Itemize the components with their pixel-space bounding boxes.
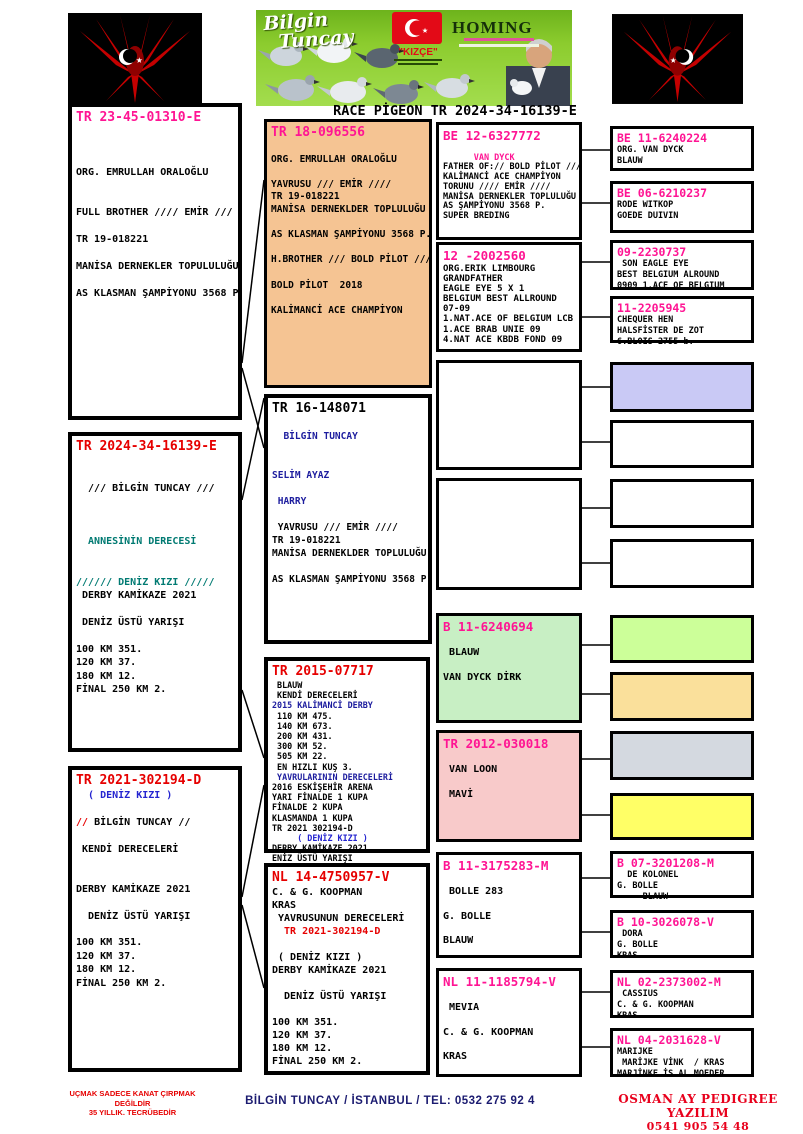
pedigree-text-line: YARI FİNALDE 1 KUPA xyxy=(272,792,368,803)
pedigree-text-line: KRAS xyxy=(617,1011,638,1021)
ring-number: TR 2012-030018 xyxy=(443,736,549,751)
pedigree-text-line xyxy=(443,659,575,671)
pedigree-text-line xyxy=(443,1014,575,1026)
pedigree-text-line: GRANDFATHER xyxy=(443,274,503,285)
ring-number: B 10-3026078-V xyxy=(617,915,714,929)
pedigree-text-line: KENDİ DERECELERİ xyxy=(76,843,179,855)
pedigree-box-empty-5 xyxy=(610,539,754,588)
ring-number: NL 11-1185794-V xyxy=(443,974,556,989)
pedigree-text-line: TR 2021-302194-D xyxy=(272,926,381,937)
pedigree-box-12-2002560 xyxy=(436,242,582,352)
pedigree-text-line xyxy=(272,1003,422,1016)
pedigree-text-line: CASSIUS xyxy=(617,989,658,999)
pedigree-text-line: YAVRUSU /// EMİR //// xyxy=(272,522,398,533)
pedigree-text-line xyxy=(443,923,575,935)
pedigree-text-line xyxy=(443,898,575,910)
pedigree-text-segment: BİLGİN TUNCAY // xyxy=(94,816,191,828)
pedigree-text-line xyxy=(271,292,425,305)
pedigree-text-line: FİNAL 250 KM 2. xyxy=(272,1056,363,1067)
pedigree-text-line: 6.BLOIS 2755 b. xyxy=(617,337,694,347)
pedigree-notes xyxy=(443,264,575,345)
pedigree-box-empty-2 xyxy=(436,478,582,590)
pedigree-text-line: 180 KM 12. xyxy=(76,670,137,682)
pedigree-text-line xyxy=(271,166,425,179)
svg-text:★: ★ xyxy=(670,52,677,66)
loft-name xyxy=(263,9,354,53)
pedigree-text-line: DE KOLONEL xyxy=(617,870,679,880)
pedigree-text-line: EAGLE EYE 5 X 1 xyxy=(443,284,525,295)
pedigree-text-line: BLAUW xyxy=(272,680,303,690)
pedigree-text-line: TORUNU //// EMİR //// xyxy=(443,181,551,192)
pedigree-notes xyxy=(272,886,422,1068)
pedigree-text-line: BLAUW xyxy=(443,647,480,659)
pedigree-text-line: AS KLASMAN ŞAMPİYONU 3568 P. xyxy=(272,574,433,585)
pedigree-text-line: ENİZ ÜSTÜ YARIŞI xyxy=(272,853,353,864)
pedigree-text-line xyxy=(76,802,234,815)
pedigree-text-line: YAVRUSUNUN DERECELERİ xyxy=(272,913,405,924)
pedigree-box-nl-11-1185794-v xyxy=(436,968,582,1077)
page-title: RACE PİGEON TR 2024-34-16139-E xyxy=(333,103,577,119)
pedigree-notes xyxy=(617,315,747,348)
pedigree-text-line: BOLD PİLOT 2018 xyxy=(271,279,363,291)
pedigree-text-line: DERBY KAMİKAZE 2021 xyxy=(76,590,197,602)
pedigree-notes xyxy=(617,870,747,903)
pedigree-text-line: 140 KM 673. xyxy=(272,720,333,731)
pedigree-text-line: 120 KM 37. xyxy=(272,1030,333,1041)
pedigree-box-tr-16-148071 xyxy=(264,394,432,644)
pedigree-notes xyxy=(443,635,575,684)
pedigree-text-line xyxy=(443,874,575,886)
pedigree-box-tr-23-45-01310-e xyxy=(68,103,242,420)
pedigree-text-line: BLAUW xyxy=(617,156,643,166)
pedigree-text-line: BEST BELGIUM ALROUND xyxy=(617,270,720,280)
pedigree-text-line: VAN DYCK xyxy=(443,152,515,163)
pedigree-text-line: VAN LOON xyxy=(443,764,498,776)
pedigree-text-line: ( DENİZ KIZI ) xyxy=(76,790,173,801)
pedigree-text-line: G. BOLLE xyxy=(617,940,658,950)
pedigree-text-line: KENDİ DERECELERİ xyxy=(272,690,358,701)
pedigree-notes xyxy=(443,752,575,801)
pedigree-text-line: ORG. VAN DYCK xyxy=(617,145,684,155)
pedigree-text-line: BİLGİN TUNCAY xyxy=(272,431,358,442)
pedigree-text-line: DENİZ ÜSTÜ YARIŞI xyxy=(76,910,191,922)
pedigree-text-line: TR 19-018221 xyxy=(272,535,341,546)
brand-name: OSMAN AY PEDIGREE YAZILIM xyxy=(618,1092,778,1120)
pedigree-text-line: GOEDE DUIVIN xyxy=(617,211,679,221)
pedigree-text-line: AS ŞAMPİYONU 3568 P. xyxy=(443,201,546,212)
pedigree-text-line xyxy=(272,443,424,456)
pedigree-text-line xyxy=(76,153,234,166)
pedigree-box-b-11-3175283-m xyxy=(436,852,582,958)
ring-number: NL 04-2031628-V xyxy=(617,1033,721,1047)
ring-number: TR 18-096556 xyxy=(271,125,365,140)
pedigree-text-line: BLAUW xyxy=(617,892,669,902)
pedigree-text-line: KALİMANCİ ACE CHAMPİYON xyxy=(271,304,403,316)
pedigree-text-line xyxy=(76,273,234,286)
pedigree-text-line: MANİSA DERNEKLDER TOPLULUĞU xyxy=(272,548,427,559)
pedigree-text-line xyxy=(271,141,425,154)
pedigree-text-line: TR 19-018221 xyxy=(76,234,149,246)
pedigree-text-line xyxy=(272,977,422,990)
pedigree-text-line: 1.ACE BRAB UNIE 09 xyxy=(443,324,541,335)
homing-smallprint-1 xyxy=(464,38,534,41)
pedigree-text-line: MAVİ xyxy=(443,788,474,800)
ring-number: TR 16-148071 xyxy=(272,401,366,416)
pedigree-box-empty-yellow xyxy=(610,793,754,840)
pedigree-text-line: MANİSA DERNEKLER TOPLULUĞU xyxy=(443,191,577,202)
pedigree-text-line xyxy=(272,417,424,430)
header-photo-banner xyxy=(256,10,572,106)
pedigree-text-line: DERBY KAMİKAZE 2021 xyxy=(76,883,191,895)
pedigree-text-line: 2015 KALİMANCİ DERBY xyxy=(272,700,373,711)
pedigree-text-line: SELİM AYAZ xyxy=(272,470,330,481)
pedigree-box-empty-lightgreen xyxy=(610,615,754,663)
pedigree-text-line: 300 KM 52. xyxy=(272,741,328,752)
pedigree-box-tr-2024-34-16139-e xyxy=(68,432,242,752)
pedigree-notes xyxy=(443,144,582,222)
pedigree-text-line xyxy=(76,495,234,508)
ring-number: B 11-3175283-M xyxy=(443,858,549,873)
pedigree-text-line xyxy=(76,180,234,193)
pedigree-text-line xyxy=(76,247,234,260)
pedigree-text-line xyxy=(443,1039,575,1051)
pedigree-text-line: 505 KM 22. xyxy=(272,751,328,762)
pedigree-text-line: 07-09 xyxy=(443,304,471,315)
pedigree-text-line xyxy=(76,562,234,575)
pedigree-text-line: 100 KM 351. xyxy=(272,1017,339,1028)
footer-software-brand xyxy=(598,1092,798,1134)
pedigree-text-line xyxy=(76,869,234,882)
pedigree-text-line: 120 KM 37. xyxy=(76,657,137,669)
pedigree-text-line: MEVIA xyxy=(443,1002,480,1014)
ring-number: 11-2205945 xyxy=(617,301,687,315)
breeder-portrait xyxy=(506,39,570,106)
pedigree-text-line: 100 KM 351. xyxy=(76,937,143,949)
motto-line: 35 YILLIK. TECRÜBEDİR xyxy=(88,1108,177,1117)
pedigree-text-line: CHEQUER HEN xyxy=(617,315,674,325)
pedigree-text-line: SON EAGLE EYE xyxy=(617,259,689,269)
pedigree-notes xyxy=(272,417,433,586)
pedigree-text-line: 4.NAT ACE KBDB FOND 09 xyxy=(443,334,563,345)
pedigree-text-line xyxy=(76,549,234,562)
turkish-flag xyxy=(392,12,442,44)
pedigree-text-line: VAN DYCK DİRK xyxy=(443,671,522,683)
pedigree-box-empty-3 xyxy=(610,420,754,468)
pedigree-text-line: DORA xyxy=(617,929,643,939)
pedigree-text-line: KLASMANDA 1 KUPA xyxy=(272,812,353,823)
pedigree-text-line xyxy=(76,629,234,642)
pedigree-notes xyxy=(443,990,575,1063)
pedigree-box-empty-1 xyxy=(436,360,582,470)
pedigree-text-line: ////// DENİZ KIZI ///// xyxy=(76,576,215,588)
pedigree-text-line xyxy=(76,856,234,869)
pedigree-box-nl-14-4750957-v xyxy=(264,863,430,1075)
turkish-eagle-emblem-right xyxy=(612,13,743,105)
pedigree-text-line xyxy=(76,896,234,909)
pedigree-text-line: 180 KM 12. xyxy=(76,964,137,976)
pedigree-notes xyxy=(617,1047,747,1080)
pedigree-box-be-12-6327772 xyxy=(436,122,582,240)
pedigree-box-tr-2012-030018 xyxy=(436,730,582,842)
pedigree-text-line: KRAS xyxy=(443,1051,468,1063)
pedigree-notes xyxy=(76,789,234,990)
homing-label: HOMING xyxy=(452,18,533,37)
pedigree-text-line: MARIJKE xyxy=(617,1047,653,1057)
pedigree-text-line xyxy=(76,923,234,936)
pedigree-text-segment: // xyxy=(76,816,95,828)
pedigree-text-line: ORG. EMRULLAH ORALOĞLU xyxy=(76,167,209,179)
pedigree-notes xyxy=(271,141,432,317)
pedigree-text-line: FULL BROTHER //// EMİR /// xyxy=(76,207,233,219)
pedigree-text-line: AS KLASMAN ŞAMPİYONU 3568 P xyxy=(76,287,239,299)
kizce-smallprint-2 xyxy=(398,63,438,65)
pedigree-text-line: FİNAL 250 KM 2. xyxy=(76,977,167,989)
pedigree-text-line: 180 KM 12. xyxy=(272,1043,333,1054)
kizce-smallprint-1 xyxy=(394,59,442,61)
pedigree-text-line xyxy=(76,522,234,535)
ring-number: B 07-3201208-M xyxy=(617,856,714,870)
pedigree-text-line: BLAUW xyxy=(443,935,474,947)
pedigree-text-line: FİNALDE 2 KUPA xyxy=(272,802,343,813)
pedigree-text-line xyxy=(271,217,425,230)
ring-number: 12 -2002560 xyxy=(443,248,526,263)
pedigree-box-tr-18-096556 xyxy=(264,119,432,388)
pedigree-box-nl-04-2031628-v xyxy=(610,1028,754,1077)
pedigree-text-line: MARİJKE VİNK / KRAS xyxy=(617,1058,725,1068)
pedigree-text-line: G. BOLLE xyxy=(443,910,492,922)
pedigree-text-line: HALSFİSTER DE ZOT xyxy=(617,326,704,336)
pedigree-text-line xyxy=(76,193,234,206)
pedigree-notes xyxy=(272,680,422,864)
pedigree-box-11-2205945 xyxy=(610,296,754,347)
pedigree-text-line: YAVRUSU /// EMİR //// xyxy=(271,178,392,190)
pedigree-text-line: /// BİLGİN TUNCAY /// xyxy=(76,482,215,494)
pedigree-text-line: 1.NAT.ACE OF BELGIUM LCB xyxy=(443,314,574,325)
pedigree-notes xyxy=(443,874,575,947)
pedigree-text-line xyxy=(76,602,234,615)
pedigree-text-line: BELGIUM BEST ALLROUND xyxy=(443,294,557,305)
pedigree-text-line xyxy=(76,509,234,522)
pedigree-box-be-06-6210237 xyxy=(610,181,754,233)
pedigree-text-line: KRAS xyxy=(617,951,638,961)
pedigree-text-line: 120 KM 37. xyxy=(76,950,137,962)
pedigree-box-nl-02-2373002-m xyxy=(610,970,754,1021)
pedigree-text-line: H.BROTHER /// BOLD PİLOT /// xyxy=(271,254,432,266)
pedigree-text-line xyxy=(443,635,575,647)
pedigree-text-line: ORG. EMRULLAH ORALOĞLU xyxy=(271,153,397,165)
pedigree-text-line: HARRY xyxy=(272,496,307,507)
ring-number: BE 11-6240224 xyxy=(617,131,708,145)
pedigree-text-line: MANİSA DERNEKLDER TOPLULUĞU xyxy=(271,203,426,215)
pedigree-notes xyxy=(617,200,747,222)
pedigree-text-line: FİNAL 250 KM 2. xyxy=(76,683,167,695)
pedigree-text-line xyxy=(76,468,234,481)
pedigree-text-line xyxy=(272,456,424,469)
pedigree-text-line: EN HIZLI KUŞ 3. xyxy=(272,761,353,772)
pedigree-notes xyxy=(76,126,239,300)
ring-number: BE 12-6327772 xyxy=(443,128,541,143)
pedigree-box-empty-tan xyxy=(610,672,754,721)
turkish-eagle-emblem-left xyxy=(68,13,202,105)
pedigree-text-line: MARJİNKE İS AL MOEDER xyxy=(617,1069,725,1079)
pedigree-text-line: KALİMANCİ ACE CHAMPİYON xyxy=(443,172,561,183)
pedigree-text-line xyxy=(76,220,234,233)
pedigree-text-line: DERBY KAMİKAZE 2021 xyxy=(272,965,387,976)
pedigree-text-line: 200 KM 431. xyxy=(272,731,333,742)
pedigree-text-line: ORG.ERIK LIMBOURG xyxy=(443,264,536,274)
pedigree-text-line: C. & G. KOOPMAN xyxy=(443,1026,534,1038)
pedigree-box-empty-4 xyxy=(610,479,754,528)
pedigree-text-line xyxy=(272,938,422,951)
pedigree-text-line: YAVRULARININ DERECELERİ xyxy=(272,771,394,782)
pedigree-text-line xyxy=(272,560,424,573)
pedigree-box-empty-gray xyxy=(610,731,754,780)
pedigree-text-line: DENİZ ÜSTÜ YARIŞI xyxy=(76,616,185,628)
pedigree-text-line: RODE WITKOP xyxy=(617,200,674,210)
ring-number: TR 2024-34-16139-E xyxy=(76,439,217,454)
ring-number: B 11-6240694 xyxy=(443,619,534,634)
pedigree-text-line: ANNESİNİN DERECESİ xyxy=(76,536,197,548)
ring-number: TR 23-45-01310-E xyxy=(76,110,202,125)
pedigree-text-line xyxy=(76,816,234,829)
pedigree-text-line xyxy=(443,752,575,764)
pedigree-notes xyxy=(617,989,747,1022)
pedigree-box-be-11-6240224 xyxy=(610,126,754,171)
pedigree-box-b-07-3201208-m xyxy=(610,851,754,902)
pedigree-notes xyxy=(617,929,747,962)
pedigree-text-line: 2016 ESKİŞEHİR ARENA xyxy=(272,782,373,793)
pedigree-notes xyxy=(617,145,747,167)
motto-line: DEĞİLDİR xyxy=(114,1098,151,1108)
footer-motto xyxy=(40,1089,225,1118)
pedigree-text-line xyxy=(271,267,425,280)
ring-number: TR 2021-302194-D xyxy=(76,773,202,788)
homing-smallprint-2 xyxy=(459,44,539,47)
kizce-label: "KIZÇE" xyxy=(398,47,438,58)
pedigree-text-line: 110 KM 475. xyxy=(272,710,333,721)
pedigree-text-line: DENİZ ÜSTÜ YARIŞI xyxy=(272,991,387,1002)
ring-number: TR 2015-07717 xyxy=(272,664,374,679)
pedigree-box-empty-lavender xyxy=(610,362,754,412)
pedigree-text-line: C. & G. KOOPMAN xyxy=(272,887,363,898)
svg-text:★: ★ xyxy=(136,53,143,66)
pedigree-text-line xyxy=(76,455,234,468)
pedigree-text-line: AS KLASMAN ŞAMPİYONU 3568 P. xyxy=(271,229,432,241)
pedigree-text-line: C. & G. KOOPMAN xyxy=(617,1000,694,1010)
pedigree-box-b-11-6240694 xyxy=(436,613,582,723)
ring-number: NL 14-4750957-V xyxy=(272,870,390,885)
pedigree-text-line: BOLLE 283 xyxy=(443,886,504,898)
pedigree-box-b-10-3026078-v xyxy=(610,910,754,961)
pedigree-notes xyxy=(76,455,234,696)
pedigree-text-line xyxy=(76,126,234,139)
pedigree-text-line: G. BOLLE xyxy=(617,881,658,891)
motto-line: UÇMAK SADECE KANAT ÇIRPMAK xyxy=(69,1089,196,1098)
ring-number: NL 02-2373002-M xyxy=(617,975,721,989)
pedigree-text-line xyxy=(76,139,234,152)
pedigree-text-line: ( DENİZ KIZI ) xyxy=(272,833,368,844)
pedigree-text-line: 100 KM 351. xyxy=(76,643,143,655)
loft-name-line1: Bilgin xyxy=(262,8,329,36)
pedigree-box-tr-2015-07717 xyxy=(264,657,430,864)
pedigree-text-line xyxy=(272,508,424,521)
pedigree-text-line: MANİSA DERNEKLER TOPULULUĞU xyxy=(76,261,239,273)
svg-text:★: ★ xyxy=(422,25,429,36)
ring-number: BE 06-6210237 xyxy=(617,186,708,200)
pedigree-text-line xyxy=(271,242,425,255)
pedigree-text-line: 0909 1.ACE OF BELGIUM xyxy=(617,281,725,291)
pedigree-text-line: TR 2021 302194-D xyxy=(272,822,353,833)
brand-phone: 0541 905 54 48 xyxy=(646,1120,750,1133)
pedigree-text-line: KRAS xyxy=(272,900,297,911)
pedigree-text-line: TR 19-018221 xyxy=(271,191,340,203)
pedigree-text-line: SUPER BREDING xyxy=(443,210,510,221)
loft-name-line2: Tuncay xyxy=(277,25,355,54)
pedigree-text-line xyxy=(443,776,575,788)
pedigree-text-line: DERBY KAMİKAZE 2021 xyxy=(272,843,368,854)
pedigree-box-09-2230737 xyxy=(610,240,754,290)
footer-contact: BİLGİN TUNCAY / İSTANBUL / TEL: 0532 275 92 4 xyxy=(245,1095,535,1107)
pedigree-box-tr-2021-302194-d xyxy=(68,766,242,1072)
ring-number: 09-2230737 xyxy=(617,245,687,259)
pedigree-text-line: ( DENİZ KIZI ) xyxy=(272,952,363,963)
pedigree-text-line xyxy=(443,990,575,1002)
pedigree-text-line: FATHER OF:// BOLD PİLOT /// xyxy=(443,162,582,173)
pedigree-text-line xyxy=(76,829,234,842)
pedigree-text-line xyxy=(272,482,424,495)
pedigree-notes xyxy=(617,259,747,292)
